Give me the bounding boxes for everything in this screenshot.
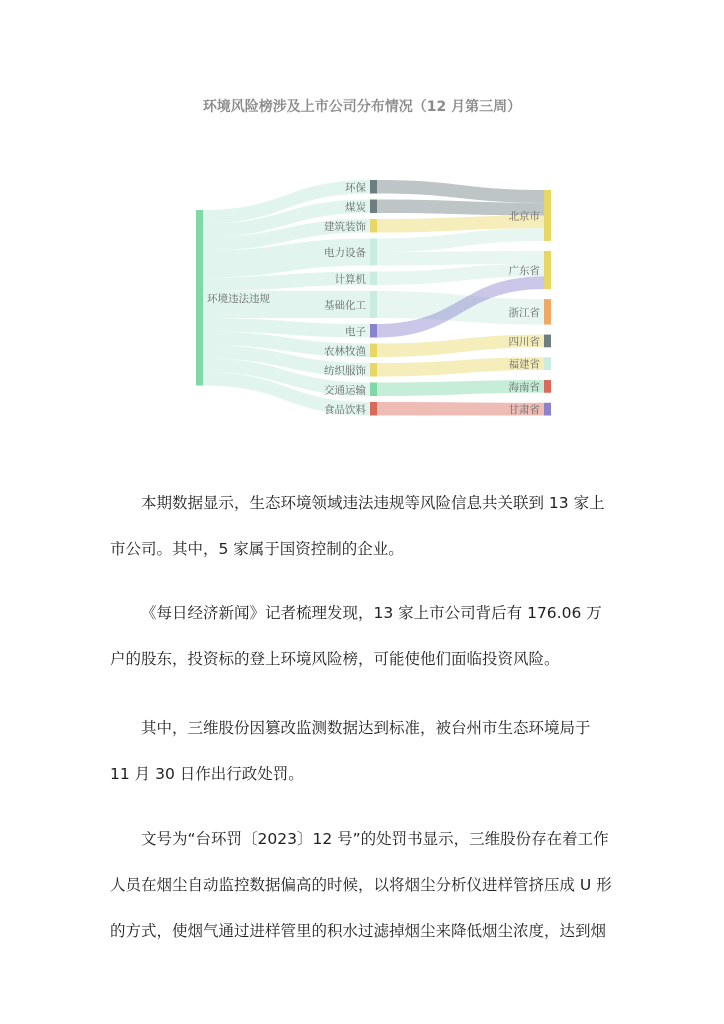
sankey-node-广东省	[544, 251, 551, 289]
paragraph-3: 其中，三维股份因篡改监测数据达到标准，被台州市生态环境局于 11 月 30 日作出行政处罚。	[110, 719, 591, 783]
sankey-node-农林牧渔	[370, 344, 377, 358]
sankey-node-纺织服饰	[370, 363, 377, 377]
sankey-node-海南省	[544, 380, 551, 393]
sankey-label-电力设备: 电力设备	[324, 247, 366, 259]
sankey-node-煤炭	[370, 200, 377, 214]
sankey-node-电力设备	[370, 239, 377, 266]
paragraph-1: 本期数据显示，生态环境领域违法违规等风险信息共关联到 13 家上市公司。其中，5 家属于国资控制的企业。	[110, 494, 605, 558]
sankey-node-北京市	[544, 190, 551, 241]
sankey-node-计算机	[370, 272, 377, 286]
sankey-label-电子: 电子	[345, 325, 366, 338]
sankey-label-海南省: 海南省	[508, 381, 540, 394]
sankey-node-电子	[370, 324, 377, 338]
sankey-label-食品饮料: 食品饮料	[324, 403, 366, 416]
sankey-label-四川省: 四川省	[508, 335, 540, 348]
sankey-label-环保: 环保	[345, 181, 366, 194]
paragraph-2: 《每日经济新闻》记者梳理发现，13 家上市公司背后有 176.06 万户的股东，投资标的登上环境风险榜，可能使他们面临投资风险。	[110, 604, 602, 668]
sankey-link-电力设备-广东省	[377, 251, 544, 266]
sankey-chart	[180, 172, 560, 434]
paragraph-4: 文号为“台环罚〔2023〕12 号”的处罚书显示，三维股份存在着工作人员在烟尘自动监控数据偏高的时候，以将烟尘分析仪进样管挤压成 U 形的方式，使烟气通过进样管里的积水过滤掉烟尘来降低烟尘浓度，达到烟	[110, 830, 612, 940]
sankey-label-福建省: 福建省	[508, 358, 540, 371]
sankey-label-甘肃省: 甘肃省	[508, 404, 540, 417]
sankey-node-环保	[370, 180, 377, 194]
sankey-node-浙江省	[544, 299, 551, 324]
chart-title: 环境风险榜涉及上市公司分布情况（12 月第三周）	[202, 99, 522, 115]
sankey-label-农林牧渔: 农林牧渔	[324, 345, 366, 358]
sankey-label-建筑装饰: 建筑装饰	[324, 220, 366, 233]
sankey-node-交通运输	[370, 383, 377, 397]
sankey-label-煤炭: 煤炭	[345, 201, 366, 214]
sankey-link-环保-北京市	[377, 180, 544, 203]
sankey-node-四川省	[544, 335, 551, 348]
sankey-node-甘肃省	[544, 403, 551, 416]
sankey-label-北京市: 北京市	[508, 210, 540, 223]
sankey-label-纺织服饰: 纺织服饰	[324, 364, 366, 377]
sankey-label-浙江省: 浙江省	[508, 306, 540, 319]
sankey-node-建筑装饰	[370, 219, 377, 233]
sankey-node-source	[196, 210, 203, 386]
sankey-label-source: 环境违法违规	[207, 292, 270, 305]
sankey-label-计算机: 计算机	[334, 273, 366, 286]
sankey-label-广东省: 广东省	[508, 265, 540, 278]
sankey-node-福建省	[544, 357, 551, 370]
sankey-node-食品饮料	[370, 402, 377, 416]
sankey-label-基础化工: 基础化工	[324, 299, 366, 312]
sankey-label-交通运输: 交通运输	[324, 384, 366, 397]
sankey-node-基础化工	[370, 291, 377, 318]
